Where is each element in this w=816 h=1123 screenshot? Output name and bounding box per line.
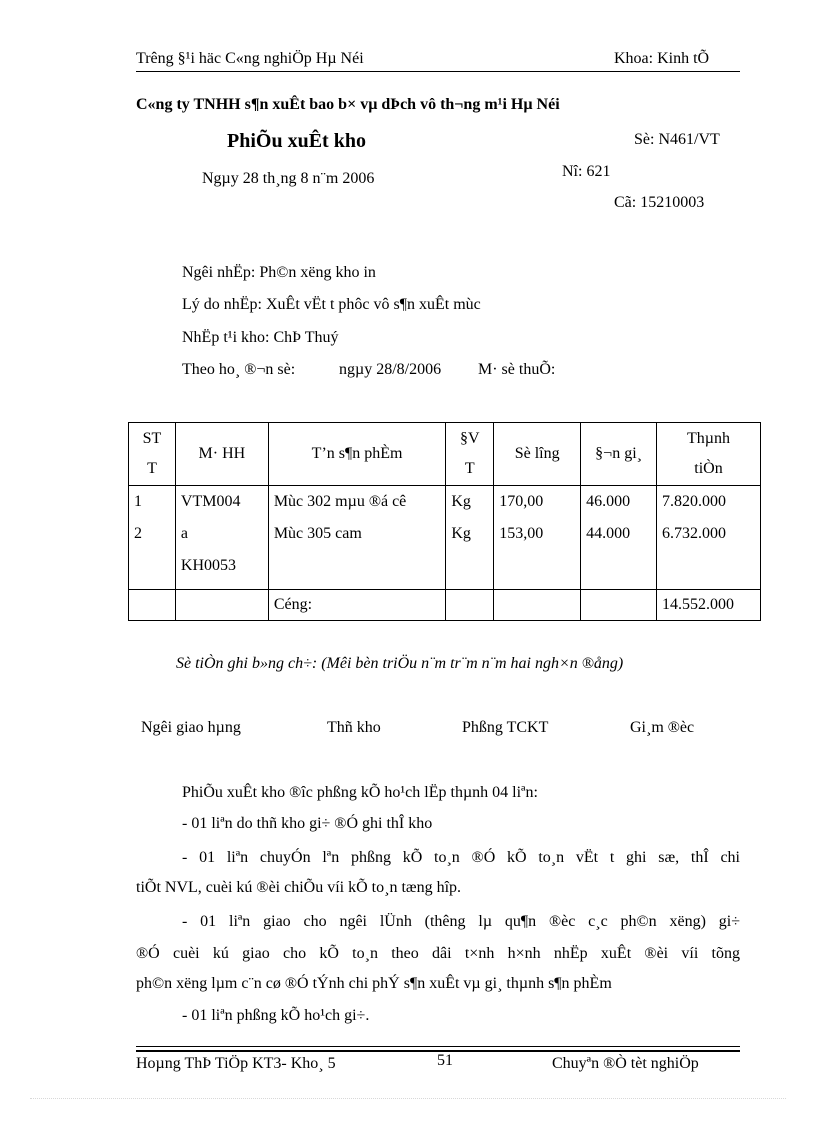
invoice-date: ngµy 28/8/2006	[339, 361, 442, 378]
signature-deliverer: Ngêi giao hµng	[141, 719, 241, 736]
notes-item-2-line-2: tiÕt NVL, cuèi kú ®èi chiÕu víi kÕ to¸n tæng hîp.	[136, 879, 462, 896]
cell-stt: 1 2	[129, 486, 176, 590]
doc-title: PhiÕu xuÊt kho	[227, 130, 366, 152]
cell-unit: Kg Kg	[446, 486, 494, 590]
cell-price: 46.000 44.000	[581, 486, 657, 590]
col-header-unit: §V T	[446, 423, 494, 486]
reason-line: Lý do nhËp: XuÊt vËt t phôc vô s¶n xuÊt mùc	[182, 296, 481, 313]
col-header-code: M· HH	[175, 423, 268, 486]
doc-date: Ngµy 28 th¸ng 8 n¨m 2006	[202, 170, 375, 187]
amount-in-words: Sè tiÒn ghi b»ng ch÷: (Mêi bèn triÖu n¨m tr¨m n¨m hai ngh×n ®ång)	[176, 655, 624, 672]
table-header-row	[129, 423, 761, 486]
notes-intro: PhiÕu xuÊt kho ®îc phßng kÕ ho¹ch lËp thµnh 04 liªn:	[182, 784, 538, 801]
signature-storekeeper: Thñ kho	[327, 719, 381, 736]
signature-director: Gi¸m ®èc	[630, 719, 695, 736]
header-left: Trêng §¹i häc C«ng nghiÖp Hµ Néi	[136, 50, 364, 67]
tax-code: M· sè thuÕ:	[478, 361, 556, 378]
debit-account: Nî: 621	[562, 163, 611, 180]
receiver-line: Ngêi nhËp: Ph©n xëng kho in	[182, 264, 376, 281]
notes-item-1: - 01 liªn do thñ kho gi÷ ®Ó ghi thÎ kho	[182, 815, 433, 832]
notes-item-4: - 01 liªn phßng kÕ ho¹ch gi÷.	[182, 1007, 370, 1024]
notes-item-3-line-2: ®Ó cuèi kú giao cho kÕ to¸n theo dâi t×nh h×nh nhËp xuÊt ®èi víi tõng	[136, 945, 740, 962]
page-number: 51	[437, 1052, 453, 1069]
cell-amount: 7.820.000 6.732.000	[657, 486, 761, 590]
header-rule	[136, 71, 740, 72]
total-label: Céng:	[268, 590, 446, 621]
table-total-row	[129, 590, 761, 621]
header-right: Khoa: Kinh tÕ	[614, 50, 710, 67]
cell-code: VTM004 a KH0053	[175, 486, 268, 590]
signature-accounting: Phßng TCKT	[462, 719, 549, 736]
company-name: C«ng ty TNHH s¶n xuÊt bao b× vµ dÞch vô th¬ng m¹i Hµ Néi	[136, 96, 560, 113]
cell-qty: 170,00 153,00	[494, 486, 581, 590]
col-header-name: T’n s¶n phÈm	[268, 423, 446, 486]
invoice-ref: Theo ho¸ ®¬n sè:	[182, 361, 296, 378]
doc-number: Sè: N461/VT	[634, 131, 720, 148]
footer-left: Hoµng ThÞ TiÖp KT3- Kho¸ 5	[136, 1055, 336, 1072]
footer-right: Chuyªn ®Ò tèt nghiÖp	[552, 1055, 699, 1072]
footer-rule-top	[136, 1046, 740, 1047]
credit-account: Cã: 15210003	[614, 194, 705, 211]
notes-item-3-line-3: ph©n xëng lµm c¨n cø ®Ó tÝnh chi phÝ s¶n xuÊt vµ gi¸ thµnh s¶n phÈm	[136, 975, 612, 992]
notes-item-2-line-1: - 01 liªn chuyÓn lªn phßng kÕ to¸n ®Ó kÕ to¸n vËt t ghi sæ, thÎ chi	[182, 849, 740, 866]
table-row	[129, 486, 761, 590]
cell-name: Mùc 302 mµu ®á cê Mùc 305 cam	[268, 486, 446, 590]
notes-item-3-line-1: - 01 liªn giao cho ngêi lÜnh (thêng lµ qu¶n ®èc c¸c ph©n xëng) gi÷	[182, 913, 740, 930]
page-edge-dots	[30, 1098, 786, 1099]
issue-table	[128, 422, 761, 621]
warehouse-line: NhËp t¹i kho: ChÞ Thuý	[182, 329, 339, 346]
total-amount: 14.552.000	[657, 590, 761, 621]
col-header-stt: ST T	[129, 423, 176, 486]
col-header-price: §¬n gi¸	[581, 423, 657, 486]
col-header-amount: Thµnh tiÒn	[657, 423, 761, 486]
col-header-qty: Sè lîng	[494, 423, 581, 486]
